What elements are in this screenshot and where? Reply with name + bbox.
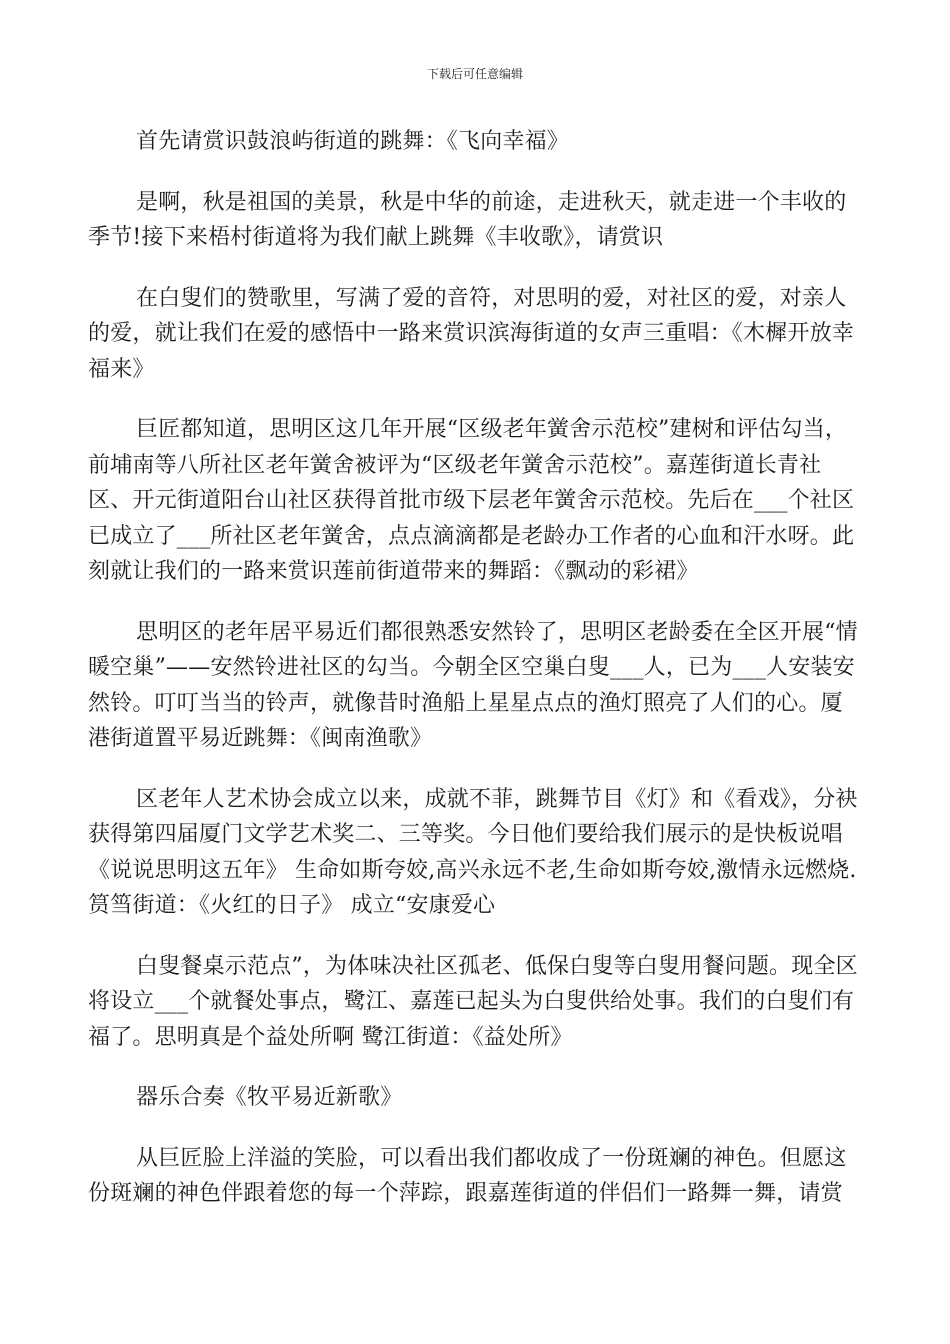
document-body <box>88 124 858 1237</box>
paragraph-8: 器乐合奏《牧平易近新歌》 <box>136 1085 403 1110</box>
paragraph-9: 从巨匠脸上洋溢的笑脸，可以看出我们都收成了一份斑斓的神色。但愿这份斑斓的神色伴跟着您的每一个萍踪，跟嘉莲街道的伴侣们一路舞一舞，请赏 <box>88 1145 847 1206</box>
paragraph-4: 巨匠都知道，思明区这几年开展“区级老年黉舍示范校”建树和评估勾当，前埔南等八所社区老年黉舍被评为“区级老年黉舍示范校”。嘉莲街道长青社区、开元街道阳台山社区获得首批市级下层老年黉舍示范校。先后在___个社区已成立了___所社区老年黉舍，点点滴滴都是老龄办工作者的心血和汗水呀。此刻就让我们的一路来赏识莲前街道带来的舞蹈：《飘动的彩裙》 <box>88 417 855 584</box>
paragraph-3: 在白叟们的赞歌里，写满了爱的音符，对思明的爱，对社区的爱，对亲人的爱，就让我们在爱的感悟中一路来赏识滨海街道的女声三重唱：《木樨开放幸福来》 <box>88 285 855 382</box>
paragraph-6: 区老年人艺术协会成立以来，成就不菲，跳舞节目《灯》和《看戏》，分袂获得第四届厦门文学艺术奖二、三等奖。今日他们要给我们展示的是快板说唱《说说思明这五年》 生命如斯夸姣,高兴永远不老,生命如斯夸姣,激情永远燃烧. 筼筜街道：《火红的日子》 成立“安康爱心 <box>88 786 858 918</box>
paragraph-1: 首先请赏识鼓浪屿街道的跳舞：《飞向幸福》 <box>136 129 570 154</box>
paragraph-2: 是啊，秋是祖国的美景，秋是中华的前途，走进秋天，就走进一个丰收的季节!接下来梧村街道将为我们献上跳舞《丰收歌》，请赏识 <box>88 189 847 250</box>
paragraph-5: 思明区的老年居平易近们都很熟悉安然铃了，思明区老龄委在全区开展“情暖空巢”——安然铃进社区的勾当。今朝全区空巢白叟___人，已为___人安装安然铃。叮叮当当的铃声，就像昔时渔船上星星点点的渔灯照亮了人们的心。厦港街道置平易近跳舞：《闽南渔歌》 <box>88 619 858 751</box>
paragraph-7: 白叟餐桌示范点”，为体味决社区孤老、低保白叟等白叟用餐问题。现全区将设立___个就餐处事点，鹭江、嘉莲已起头为白叟供给处事。我们的白叟们有福了。思明真是个益处所啊 鹭江街道：《益处所》 <box>88 953 858 1050</box>
header-note: 下载后可任意编辑 <box>426 67 523 81</box>
